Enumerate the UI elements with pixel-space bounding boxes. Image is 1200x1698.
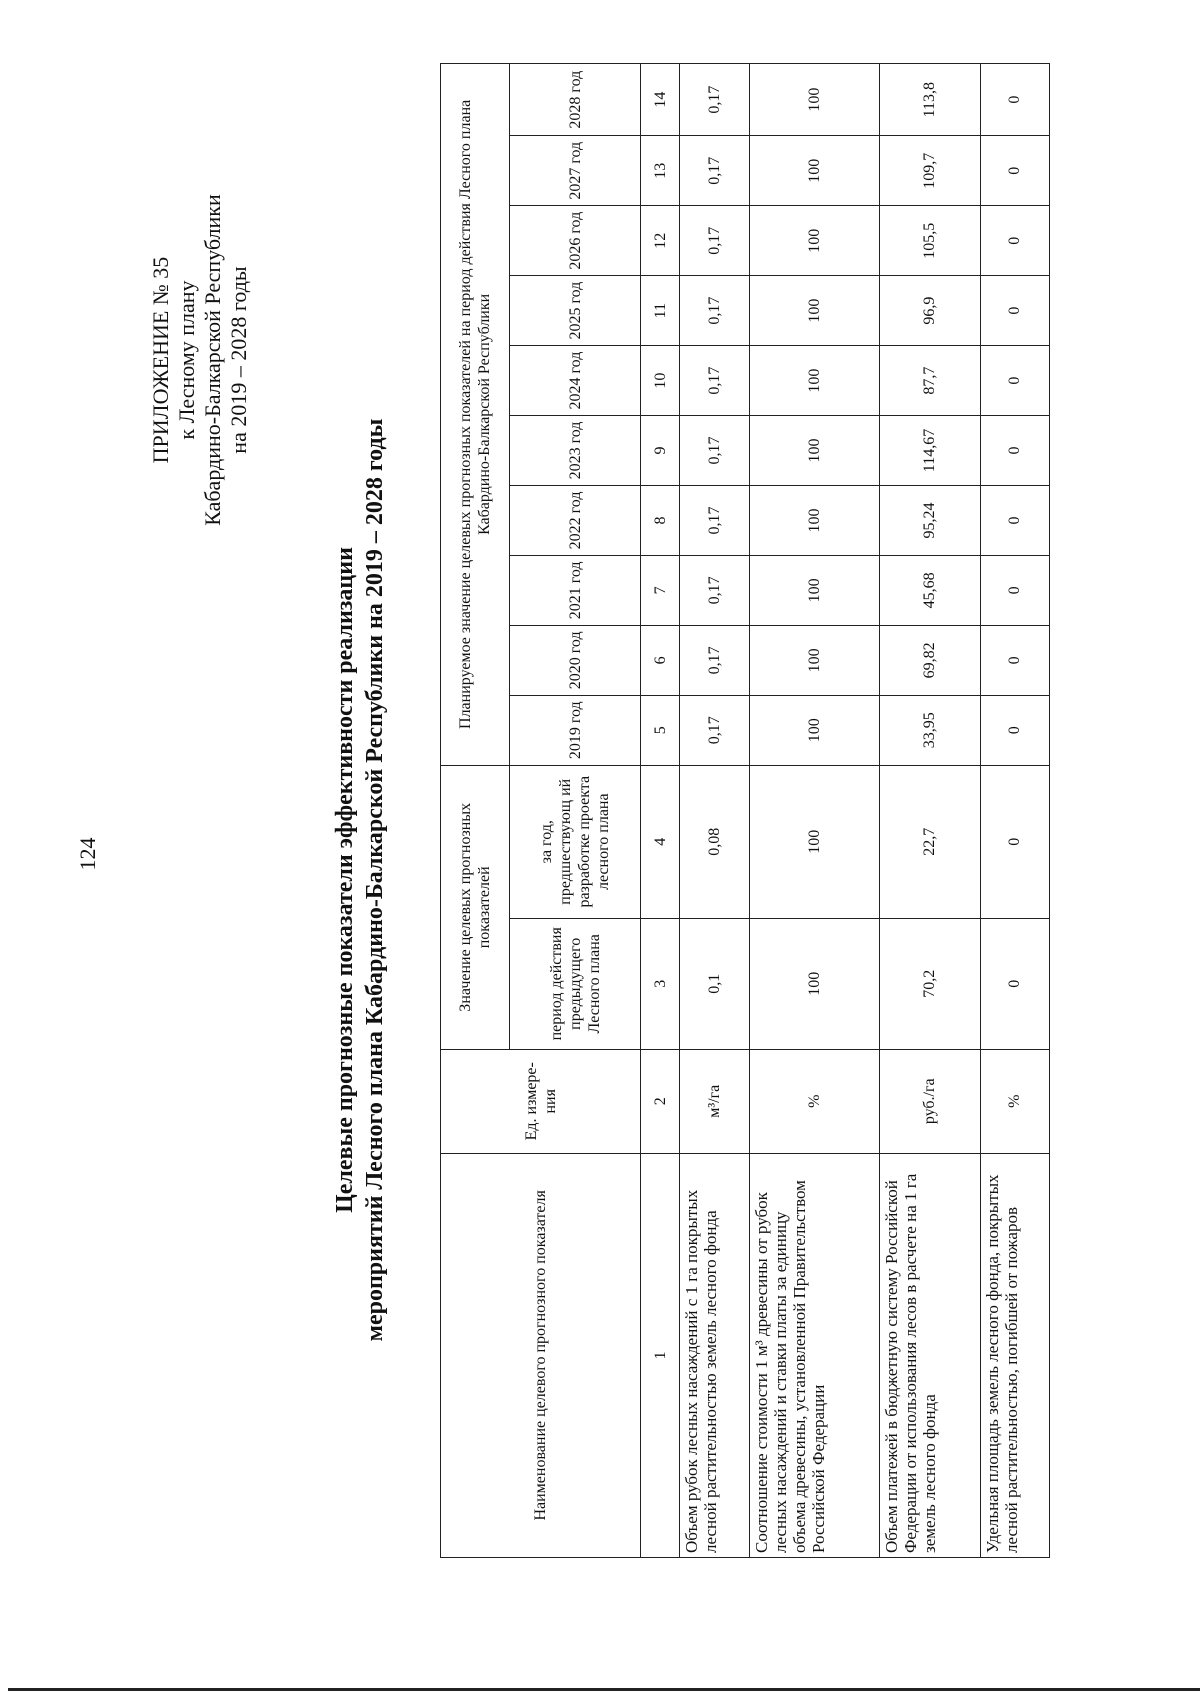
- column-number: 11: [641, 276, 680, 346]
- header-year: 2023 год: [510, 416, 641, 486]
- indicator-year-value: 100: [749, 346, 880, 416]
- header-row-1: [441, 64, 510, 1558]
- indicator-year-value: 0,17: [680, 346, 749, 416]
- page-bottom-border: [8, 1688, 1200, 1691]
- indicator-name: Объем платежей в бюджетную систему Российской Федерации от использования лесов в расчете на 1 га земель лесного фонда: [880, 1153, 980, 1557]
- appendix-header: [148, 120, 252, 600]
- table-row: [680, 64, 749, 1558]
- indicator-year-value: 0: [980, 485, 1050, 555]
- table-row: [749, 64, 880, 1558]
- table-row: [880, 64, 980, 1558]
- title-line-1: Целевые прогнозные показатели эффективности реализации: [332, 547, 358, 1213]
- indicator-year-value: 0: [980, 625, 1050, 695]
- forecast-table-container: [440, 63, 1050, 1558]
- column-number: 13: [641, 136, 680, 206]
- indicator-year-value: 0,17: [680, 416, 749, 486]
- indicator-year-value: 0,17: [680, 695, 749, 765]
- indicator-year-value: 100: [749, 136, 880, 206]
- indicator-year-value: 0: [980, 136, 1050, 206]
- column-number: 1: [641, 1153, 680, 1557]
- header-year: 2024 год: [510, 346, 641, 416]
- indicator-year-value: 95,24: [880, 485, 980, 555]
- column-number: 14: [641, 64, 680, 136]
- header-year: 2022 год: [510, 485, 641, 555]
- indicator-year-value: 100: [749, 625, 880, 695]
- indicator-year-value: 0,17: [680, 136, 749, 206]
- indicator-year-value: 100: [749, 416, 880, 486]
- indicator-name: Объем рубок лесных насаждений с 1 га покрытых лесной растительностью земель лесного фонда: [680, 1153, 749, 1557]
- header-year: 2019 год: [510, 695, 641, 765]
- column-number: 10: [641, 346, 680, 416]
- indicator-year-before: 22,7: [880, 765, 980, 918]
- indicator-prev: 0,1: [680, 918, 749, 1049]
- indicator-prev: 100: [749, 918, 880, 1049]
- column-number: 9: [641, 416, 680, 486]
- indicator-year-value: 0,17: [680, 625, 749, 695]
- appendix-line-2: к Лесному плану: [174, 280, 199, 440]
- indicator-year-value: 100: [749, 485, 880, 555]
- header-year: 2028 год: [510, 64, 641, 136]
- indicator-year-value: 33,95: [880, 695, 980, 765]
- header-value-group: Значение целевых прогнозных показателей: [441, 765, 510, 1049]
- indicator-year-value: 96,9: [880, 276, 980, 346]
- header-value-prev: период действия предыдущего Лесного плана: [510, 918, 641, 1049]
- column-number-row: [641, 64, 680, 1558]
- indicator-year-value: 100: [749, 64, 880, 136]
- header-year: 2021 год: [510, 555, 641, 625]
- header-year: 2027 год: [510, 136, 641, 206]
- indicator-year-value: 100: [749, 695, 880, 765]
- indicator-year-before: 100: [749, 765, 880, 918]
- indicator-prev: 0: [980, 918, 1050, 1049]
- appendix-line-3: Кабардино-Балкарской Республики: [200, 194, 225, 526]
- indicator-year-value: 0,17: [680, 276, 749, 346]
- appendix-line-1: ПРИЛОЖЕНИЕ № 35: [148, 256, 173, 464]
- indicator-year-value: 45,68: [880, 555, 980, 625]
- header-value-year: за год, предшествующ ий разработке проекта лесного плана: [510, 765, 641, 918]
- indicator-year-value: 0,17: [680, 206, 749, 276]
- indicator-year-value: 113,8: [880, 64, 980, 136]
- column-number: 2: [641, 1049, 680, 1153]
- indicator-year-value: 0,17: [680, 64, 749, 136]
- indicator-year-value: 0: [980, 346, 1050, 416]
- column-number: 8: [641, 485, 680, 555]
- indicator-year-value: 109,7: [880, 136, 980, 206]
- indicator-year-value: 100: [749, 555, 880, 625]
- indicator-year-value: 0: [980, 416, 1050, 486]
- indicator-name: Удельная площадь земель лесного фонда, покрытых лесной растительностью, погибшей от пожаров: [980, 1153, 1050, 1557]
- indicator-year-value: 0,17: [680, 485, 749, 555]
- header-year: 2025 год: [510, 276, 641, 346]
- document-title: [330, 380, 390, 1380]
- indicator-name: Соотношение стоимости 1 м³ древесины от рубок лесных насаждений и ставки платы за единицу объема древесины, установленной Правительством Российской Федерации: [749, 1153, 880, 1557]
- indicator-year-value: 0: [980, 64, 1050, 136]
- indicator-unit: м³/га: [680, 1049, 749, 1153]
- indicator-year-value: 0: [980, 555, 1050, 625]
- appendix-line-4: на 2019 – 2028 годы: [226, 266, 251, 454]
- indicator-year-value: 100: [749, 276, 880, 346]
- header-unit: Ед. измере-ния: [441, 1049, 641, 1153]
- indicator-year-value: 100: [749, 206, 880, 276]
- header-name: Наименование целевого прогнозного показателя: [441, 1153, 641, 1557]
- indicator-year-value: 87,7: [880, 346, 980, 416]
- indicator-year-value: 0: [980, 206, 1050, 276]
- forecast-table: [440, 63, 1050, 1558]
- indicator-year-value: 0: [980, 276, 1050, 346]
- indicator-unit: %: [980, 1049, 1050, 1153]
- indicator-year-value: 0,17: [680, 555, 749, 625]
- column-number: 7: [641, 555, 680, 625]
- indicator-prev: 70,2: [880, 918, 980, 1049]
- column-number: 4: [641, 765, 680, 918]
- title-line-2: мероприятий Лесного плана Кабардино-Балкарской Республики на 2019 – 2028 годы: [362, 418, 388, 1342]
- page-number: 124: [75, 837, 100, 871]
- column-number: 5: [641, 695, 680, 765]
- header-year: 2026 год: [510, 206, 641, 276]
- indicator-unit: руб./га: [880, 1049, 980, 1153]
- indicator-year-before: 0: [980, 765, 1050, 918]
- column-number: 6: [641, 625, 680, 695]
- table-row: [980, 64, 1050, 1558]
- indicator-year-value: 114,67: [880, 416, 980, 486]
- header-year: 2020 год: [510, 625, 641, 695]
- column-number: 12: [641, 206, 680, 276]
- column-number: 3: [641, 918, 680, 1049]
- indicator-year-value: 105,5: [880, 206, 980, 276]
- indicator-unit: %: [749, 1049, 880, 1153]
- header-planned-group: Планируемое значение целевых прогнозных показателей на период действия Лесного плана Кабардино-Балкарской Республики: [441, 64, 510, 766]
- indicator-year-before: 0,08: [680, 765, 749, 918]
- indicator-year-value: 69,82: [880, 625, 980, 695]
- indicator-year-value: 0: [980, 695, 1050, 765]
